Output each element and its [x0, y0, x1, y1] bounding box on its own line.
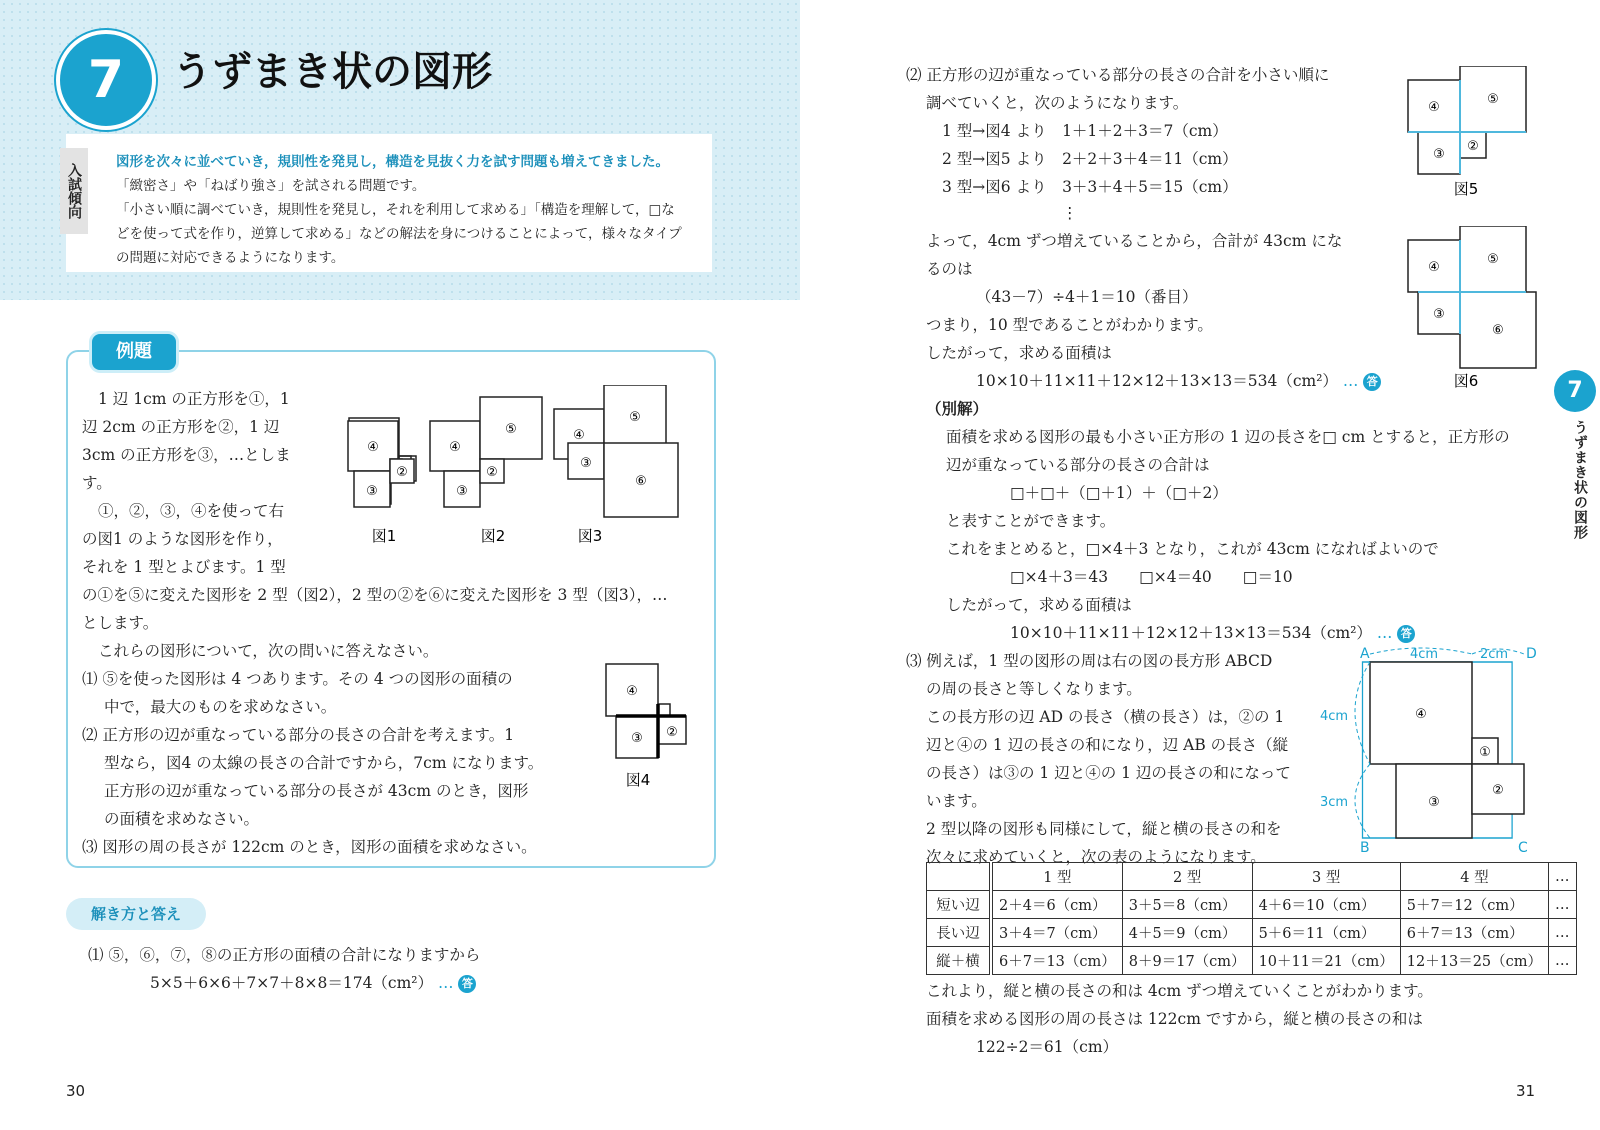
question-1: 中で，最大のものを求めなさい。: [104, 698, 337, 716]
fig3-label-6: ⑥: [635, 474, 647, 489]
chapter-title: うずまき状の図形: [172, 49, 492, 95]
abcd-label-2: ②: [1492, 783, 1504, 798]
side-chapter-title: うずまき状の図形: [1572, 420, 1588, 540]
fig5-label-2: ②: [1467, 139, 1479, 154]
label-width-4: 4cm: [1410, 647, 1439, 662]
table-cell: 3＋5＝8（cm）: [1122, 891, 1252, 919]
figure-6: [1400, 226, 1550, 398]
fig1-label-4: ④: [367, 440, 379, 455]
abcd-label-3: ③: [1428, 795, 1440, 810]
table-cell: …: [1549, 891, 1577, 919]
fig3-caption: 図3: [577, 527, 603, 545]
label-height-4: 4cm: [1320, 709, 1349, 724]
alt-text: □＋□＋（□＋1）＋（□＋2）: [1010, 484, 1228, 502]
table-cell: 6＋7＝13（cm）: [1400, 919, 1548, 947]
s2-row: 2 型→図5 より 2＋2＋3＋4＝11（cm）: [942, 150, 1238, 168]
fig4-label-4: ④: [626, 684, 638, 699]
question-2: 型なら，図4 の太線の長さの合計ですから，7cm になります。: [104, 754, 544, 772]
example-text: の①を⑤に変えた図形を 2 型（図2），2 型の②を⑥に変えた図形を 3 型（図3），…: [82, 586, 668, 604]
table-row: [927, 947, 1577, 975]
table-cell: 長い辺: [927, 919, 992, 947]
solution-label: 解き方と答え: [66, 898, 206, 930]
s2-intro: 調べていくと，次のようになります。: [926, 94, 1189, 112]
page-number-left: 30: [66, 1082, 86, 1100]
fig6-label-3: ③: [1433, 307, 1445, 322]
s3-text: 辺と④の 1 辺の長さの和になり，辺 AB の長さ（縦: [926, 736, 1289, 754]
table-cell: 6＋7＝13（cm）: [991, 947, 1122, 975]
table-cell: …: [1549, 947, 1577, 975]
label-height-3: 3cm: [1320, 795, 1349, 810]
table-cell: 10＋11＝21（cm）: [1252, 947, 1400, 975]
table-cell: 4＋6＝10（cm）: [1252, 891, 1400, 919]
answer-mark: 答: [1397, 625, 1415, 643]
table-cell: 2＋4＝6（cm）: [991, 891, 1122, 919]
fig6-label-5: ⑤: [1487, 252, 1499, 267]
s2-answer: 10×10＋11×11＋12×12＋13×13＝534（cm²）: [976, 372, 1338, 390]
trend-line: どを使って式を作り，逆算して求める」などの解法を身につけることによって，様々なタイプ: [116, 226, 682, 242]
table-cell: 4＋5＝9（cm）: [1122, 919, 1252, 947]
figure-4: [600, 660, 710, 790]
chapter-number-badge: 7: [56, 30, 156, 130]
label-a: A: [1360, 646, 1370, 662]
table-header-cell: 4 型: [1400, 863, 1548, 891]
label-width-2: 2cm: [1480, 647, 1509, 662]
fig5-caption: 図5: [1453, 180, 1479, 198]
s2-text: るのは: [926, 260, 973, 278]
s3-text: 2 型以降の図形も同様にして，縦と横の長さの和を: [926, 820, 1282, 838]
question-3: ⑶ 図形の周の長さが 122cm のとき，図形の面積を求めなさい。: [82, 838, 537, 856]
example-text: それを 1 型とよびます。1 型: [82, 558, 286, 576]
fig4-label-2: ②: [666, 725, 678, 740]
fig5-label-3: ③: [1433, 147, 1445, 162]
label-c: C: [1518, 840, 1528, 856]
question-2: ⑵ 正方形の辺が重なっている部分の長さの合計を考えます。1: [82, 726, 515, 744]
label-d: D: [1526, 646, 1537, 662]
example-text: の図1 のような図形を作り，: [82, 530, 283, 548]
fig3-label-5: ⑤: [629, 410, 641, 425]
table-header-cell: 3 型: [1252, 863, 1400, 891]
example-text: ①，②，③，④を使って右: [98, 502, 285, 520]
example-text: とします。: [82, 614, 159, 632]
exam-trend-label: 入試傾向: [60, 148, 88, 234]
alt-answer: 10×10＋11×11＋12×12＋13×13＝534（cm²）: [1010, 624, 1372, 642]
example-text: これらの図形について，次の問いに答えなさい。: [98, 642, 439, 660]
label-b: B: [1360, 840, 1370, 856]
table-cell: 3＋4＝7（cm）: [991, 919, 1122, 947]
table-cell: 縦＋横: [927, 947, 992, 975]
table-cell: 5＋7＝12（cm）: [1400, 891, 1548, 919]
page-number-right: 31: [1516, 1082, 1536, 1100]
fig2-caption: 図2: [480, 527, 506, 545]
abcd-label-4: ④: [1415, 707, 1427, 722]
alt-text: したがって，求める面積は: [946, 596, 1132, 614]
table-row: [927, 919, 1577, 947]
fig6-label-4: ④: [1428, 260, 1440, 275]
answer-mark: 答: [1363, 373, 1381, 391]
table-header-cell: 1 型: [991, 863, 1122, 891]
example-text: 3cm の正方形を③，…としま: [82, 446, 291, 464]
figure-5: [1400, 66, 1550, 206]
ellipsis: …: [1376, 624, 1393, 642]
trend-line: の問題に対応できるようになります。: [116, 250, 345, 266]
table-cell: 12＋13＝25（cm）: [1400, 947, 1548, 975]
example-text: す。: [82, 474, 112, 492]
s2-row: 3 型→図6 より 3＋3＋4＋5＝15（cm）: [942, 178, 1238, 196]
question-2: 正方形の辺が重なっている部分の長さが 43cm のとき，図形: [104, 782, 529, 800]
summary-table: [926, 862, 1577, 975]
fig2-label-2: ②: [486, 465, 498, 480]
trend-line: 「緻密さ」や「ねばり強さ」を試される問題です。: [116, 178, 426, 194]
alt-text: 辺が重なっている部分の長さの合計は: [946, 456, 1210, 474]
fig6-caption: 図6: [1453, 372, 1479, 390]
trend-line: 図形を次々に並べていき，規則性を発見し，構造を見抜く力を試す問題も増えてきました。: [116, 154, 669, 170]
alt-text: これをまとめると，□×4＋3 となり，これが 43cm になればよいので: [946, 540, 1439, 558]
alt-text: 面積を求める図形の最も小さい正方形の 1 辺の長さを□ cm とすると，正方形の: [946, 428, 1510, 446]
table-cell: 5＋6＝11（cm）: [1252, 919, 1400, 947]
fig4-caption: 図4: [625, 771, 651, 789]
abcd-label-1: ①: [1479, 745, 1491, 760]
fig1-label-3: ③: [366, 484, 378, 499]
vdots: ⋮: [1062, 204, 1078, 222]
table-cell: …: [1549, 919, 1577, 947]
s3-text: 次々に求めていくと，次の表のようになります。: [926, 848, 1266, 866]
s2-text: つまり，10 型であることがわかります。: [926, 316, 1213, 334]
answer-mark: 答: [458, 975, 476, 993]
s2-row: 1 型→図4 より 1＋1＋2＋3＝7（cm）: [942, 122, 1228, 140]
ellipsis: …: [1342, 372, 1359, 390]
alt-solution-heading: （別解）: [926, 399, 989, 418]
fig2-label-3: ③: [456, 484, 468, 499]
conclusion-text: これより，縦と横の長さの和は 4cm ずつ増えていくことがわかります。: [926, 982, 1433, 1000]
figures-svg: [340, 385, 700, 555]
fig5-label-4: ④: [1428, 100, 1440, 115]
table-header-row: [927, 863, 1577, 891]
example-label: 例題: [92, 334, 176, 370]
alt-text: と表すことができます。: [946, 512, 1116, 530]
figure-abcd: [1320, 640, 1540, 860]
fig3-label-3: ③: [580, 456, 592, 471]
fig4-label-3: ③: [631, 731, 643, 746]
table-row: [927, 891, 1577, 919]
fig2-label-5: ⑤: [505, 422, 517, 437]
s2-text: （43－7）÷4＋1＝10（番目）: [976, 288, 1198, 306]
s3-text: ⑶ 例えば，1 型の図形の周は右の図の長方形 ABCD: [906, 652, 1273, 670]
alt-text: □×4＋3＝43 □×4＝40 □＝10: [1010, 568, 1293, 586]
solution-1-formula: [150, 974, 476, 993]
s3-text: この長方形の辺 AD の長さ（横の長さ）は，②の 1: [926, 708, 1285, 726]
trend-line: 「小さい順に調べていき，規則性を発見し，それを利用して求める」「構造を理解して，□な: [116, 202, 675, 218]
fig3-label-4: ④: [573, 428, 585, 443]
s3-text: います。: [926, 792, 987, 810]
example-text: 1 辺 1cm の正方形を①，1: [98, 390, 290, 408]
fig1-label-2: ②: [396, 465, 408, 480]
conclusion-text: 122÷2＝61（cm）: [976, 1038, 1119, 1056]
fig6-label-6: ⑥: [1492, 323, 1504, 338]
s2-text: したがって，求める面積は: [926, 344, 1112, 362]
table-cell: 短い辺: [927, 891, 992, 919]
solution-1-answer: 5×5＋6×6＋7×7＋8×8＝174（cm²）: [150, 974, 434, 992]
s2-formula: [976, 372, 1381, 391]
solution-1-text: ⑴ ⑤，⑥，⑦，⑧の正方形の面積の合計になりますから: [88, 946, 481, 964]
s2-text: よって，4cm ずつ増えていることから，合計が 43cm にな: [926, 232, 1343, 250]
s3-text: の周の長さと等しくなります。: [926, 680, 1142, 698]
conclusion-text: 面積を求める図形の周の長さは 122cm ですから，縦と横の長さの和は: [926, 1010, 1423, 1028]
s2-intro: ⑵ 正方形の辺が重なっている部分の長さの合計を小さい順に: [906, 66, 1330, 84]
s3-text: の長さ）は③の 1 辺と④の 1 辺の長さの和になって: [926, 764, 1291, 782]
ellipsis: …: [437, 974, 454, 992]
fig1-caption: 図1: [371, 527, 397, 545]
example-text: 辺 2cm の正方形を②，1 辺: [82, 418, 280, 436]
table-header-cell: …: [1549, 863, 1577, 891]
side-chapter-badge: 7: [1554, 370, 1596, 412]
question-1: ⑴ ⑤を使った図形は 4 つあります。その 4 つの図形の面積の: [82, 670, 513, 688]
table-header-cell: [927, 863, 992, 891]
table-header-cell: 2 型: [1122, 863, 1252, 891]
fig5-label-5: ⑤: [1487, 92, 1499, 107]
fig4-square-1: [658, 704, 670, 716]
fig2-label-4: ④: [449, 440, 461, 455]
table-cell: 8＋9＝17（cm）: [1122, 947, 1252, 975]
question-2: の面積を求めなさい。: [104, 810, 260, 828]
